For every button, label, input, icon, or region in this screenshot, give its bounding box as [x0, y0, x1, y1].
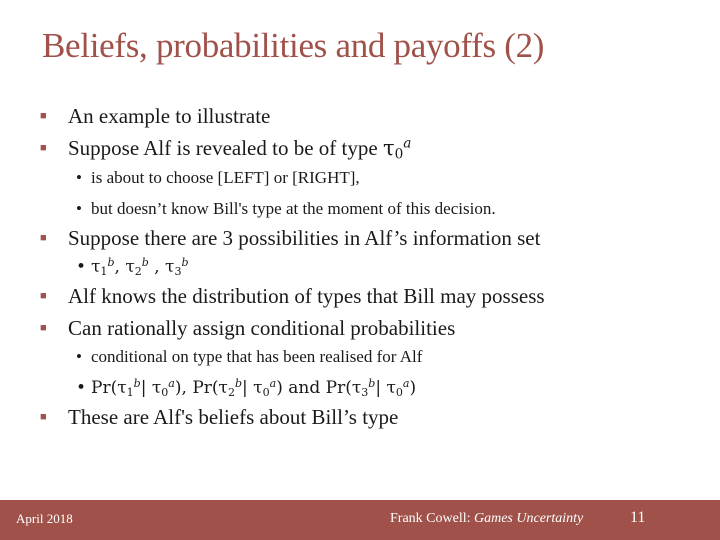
square-bullet-icon: ■ — [40, 322, 47, 334]
sub-bullet-item — [76, 255, 189, 278]
bullet-text: Suppose there are 3 possibilities in Alf’s information set — [68, 226, 541, 250]
bullet-text: Can rationally assign conditional probabilities — [68, 316, 456, 340]
bullet-item — [40, 135, 412, 163]
footer-author — [390, 511, 583, 527]
sub-bullet-item — [76, 376, 417, 399]
bullet-text: These are Alf's beliefs about Bill’s type — [68, 405, 399, 429]
sub-bullet-item — [76, 200, 496, 217]
probability-formula: $Pr(\tau_1^b|$ $\tau_0^a$), $Pr(\tau_2^b|$ $\tau_0^a$) and $Pr(\tau_3^b|$ $\tau_0^a$) — [91, 376, 417, 399]
bullet-item — [40, 228, 540, 249]
bullet-text: Suppose Alf is revealed to be of type — [68, 136, 378, 160]
sub-bullet-item — [76, 348, 422, 365]
square-bullet-icon: ■ — [40, 290, 47, 302]
type-formula: $\tau_0^a$ — [382, 135, 412, 163]
round-bullet-icon: • — [76, 199, 82, 218]
bullet-text: An example to illustrate — [68, 104, 271, 128]
square-bullet-icon: ■ — [40, 232, 47, 244]
bullet-item — [40, 106, 270, 127]
round-bullet-icon: • — [76, 257, 87, 277]
round-bullet-icon: • — [76, 378, 87, 398]
footer-date: April 2018 — [16, 511, 73, 526]
bullet-item — [40, 407, 398, 428]
sub-bullet-item — [76, 169, 360, 186]
footer-course: Games Uncertainty — [474, 511, 584, 526]
round-bullet-icon: • — [76, 168, 82, 187]
square-bullet-icon: ■ — [40, 411, 47, 423]
footer-author-name: Frank Cowell: — [390, 511, 474, 526]
sub-bullet-text: is about to choose [LEFT] or [RIGHT], — [91, 168, 360, 187]
slide-title: Beliefs, probabilities and payoffs (2) — [42, 26, 545, 65]
footer-bar — [0, 500, 720, 540]
square-bullet-icon: ■ — [40, 142, 47, 154]
sub-bullet-text: but doesn’t know Bill's type at the moment of this decision. — [91, 199, 496, 218]
sub-bullet-text: conditional on type that has been realised for Alf — [91, 347, 423, 366]
round-bullet-icon: • — [76, 347, 82, 366]
square-bullet-icon: ■ — [40, 110, 47, 122]
bullet-item — [40, 286, 545, 307]
types-formula: $\tau_1^b$, $\tau_2^b$ , $\tau_3^b$ — [91, 255, 189, 278]
bullet-text: Alf knows the distribution of types that Bill may possess — [68, 284, 545, 308]
bullet-item — [40, 318, 455, 339]
page-number: 11 — [630, 509, 646, 526]
